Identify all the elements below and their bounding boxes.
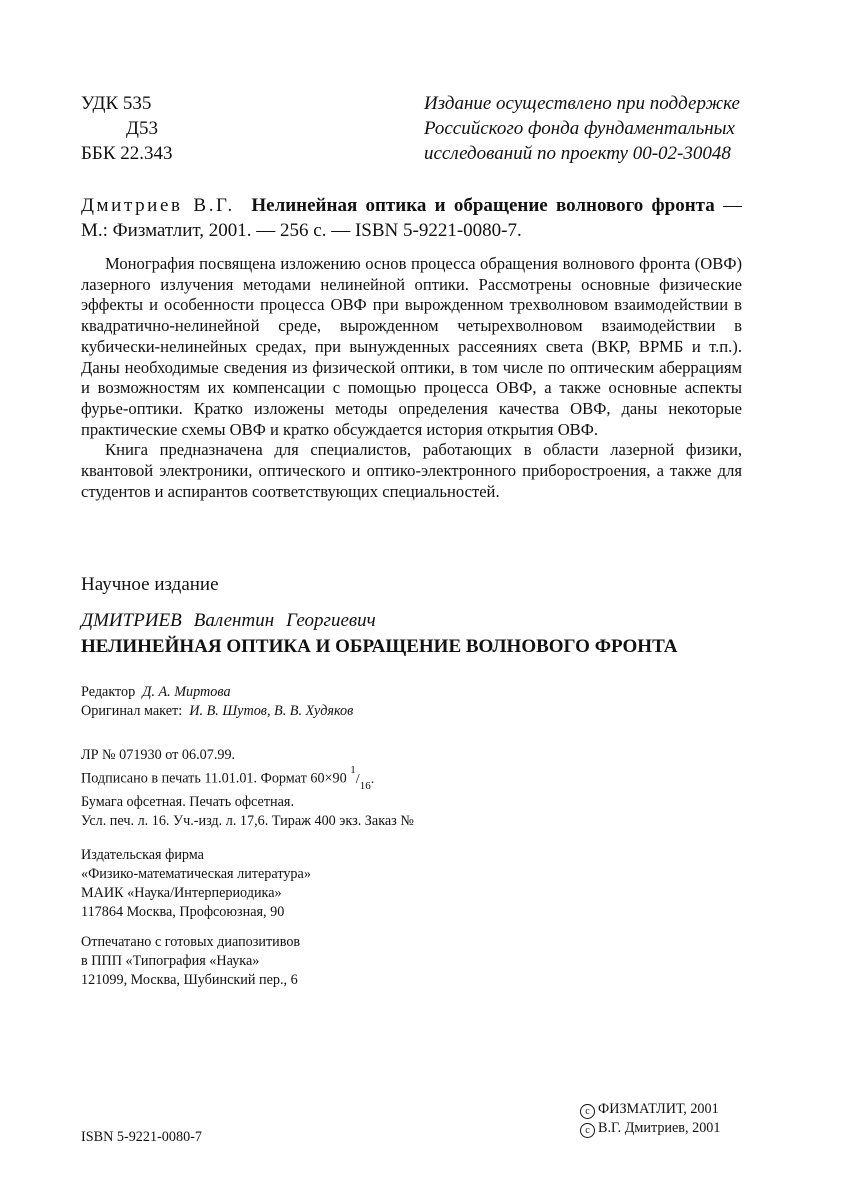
copyright-line [580,1100,720,1119]
funding-line: исследований по проекту 00-02-30048 [423,143,731,164]
printing-details [81,746,414,831]
abstract-paragraph: Книга предназначена для специалистов, работающих в области лазерной физики, квантовой электроники, оптического и оптико-электронного приборостроения, а также для студентов и аспирантов соответствующих специальностей. [81,440,742,501]
biblio-title: Нелинейная оптика и обращение волнового фронта [251,195,715,216]
copyright-holder: ФИЗМАТЛИТ, 2001 [598,1101,719,1117]
funding-line: Издание осуществлено при поддержке [423,93,740,114]
bbk-code: ББК 22.343 [81,143,173,164]
editorial-credits [81,683,353,721]
biblio-author: Дмитриев В.Г. [81,195,235,216]
editor-line [81,683,353,702]
udk-code: УДК 535 [81,93,152,114]
copyright-holder: В.Г. Дмитриев, 2001 [598,1120,721,1136]
layout-names: И. В. Шутов, В. В. Худяков [189,703,354,719]
classification-codes [81,91,173,166]
printer-line: в ППП «Типография «Наука» [81,953,260,969]
publisher-info [81,846,311,922]
author-mark-code: Д53 [126,118,158,139]
signed-line [81,765,414,793]
author-surname: ДМИТРИЕВ [81,610,182,631]
editor-name: Д. А. Миртова [142,684,231,700]
author-full-name [81,609,376,633]
format-denominator: 16 [359,780,371,793]
abstract [81,254,742,502]
publisher-line: 117864 Москва, Профсоюзная, 90 [81,904,285,920]
abstract-paragraph: Монография посвящена изложению основ процесса обращения волнового фронта (ОВФ) лазерного излучения методами нелинейной оптики. Рассмотрены основные физические эффекты и особенности процесса ОВФ при вырожденном трехволновом взаимодействии в квадратично-нелинейной среде, вырожденном четырехволновом взаимодействии в кубически-нелинейных средах, при вынужденных рассеяниях света (ВКР, ВРМБ и т.п.). Даны необходимые сведения из физической оптики, в том числе по оптическим аберрациям и возможностям их компенсации с помощью процесса ОВФ, а также основные аспекты фурье-оптики. Кратко изложены методы определения качества ОВФ, даны некоторые практические схемы ОВФ и кратко обсуждается история открытия ОВФ. [81,254,742,439]
book-title: НЕЛИНЕЙНАЯ ОПТИКА И ОБРАЩЕНИЕ ВОЛНОВОГО ФРОНТА [81,636,678,657]
publisher-line: МАИК «Наука/Интерпериодика» [81,885,282,901]
signed-text: Подписано в печать 11.01.01. Формат 60×90 [81,770,347,787]
copyright-icon: c [580,1104,595,1119]
layout-line [81,702,353,721]
printer-line: 121099, Москва, Шубинский пер., 6 [81,972,298,988]
funding-line: Российского фонда фундаментальных [423,118,735,139]
editor-label: Редактор [81,684,136,700]
biblio-details: — М.: Физматлит, 2001. — 256 с. — ISBN 5-9221-0080-7. [81,195,743,241]
format-fraction: $^1/_{16}$. [350,764,375,793]
copyright-line [580,1119,720,1138]
publisher-line: Издательская фирма [81,847,204,863]
paper-line: Бумага офсетная. Печать офсетная. [81,794,294,811]
copyright-block [580,1100,720,1138]
bibliographic-reference [81,193,742,243]
copyright-icon: c [580,1123,595,1138]
layout-label: Оригинал макет: [81,703,183,719]
publisher-line: «Физико-математическая литература» [81,866,311,882]
edition-type: Научное издание [81,574,219,595]
license-line: ЛР № 071930 от 06.07.99. [81,747,236,763]
format-numerator: 1 [350,764,356,776]
printer-info [81,933,300,990]
print-info-line: Усл. печ. л. 16. Уч.-изд. л. 17,6. Тираж 400 экз. Заказ № [81,813,414,830]
printer-line: Отпечатано с готовых диапозитивов [81,934,301,950]
author-first-name: Валентин [193,610,275,631]
funding-note [424,91,740,166]
isbn: ISBN 5-9221-0080-7 [81,1129,202,1145]
author-patronymic: Георгиевич [286,610,376,631]
